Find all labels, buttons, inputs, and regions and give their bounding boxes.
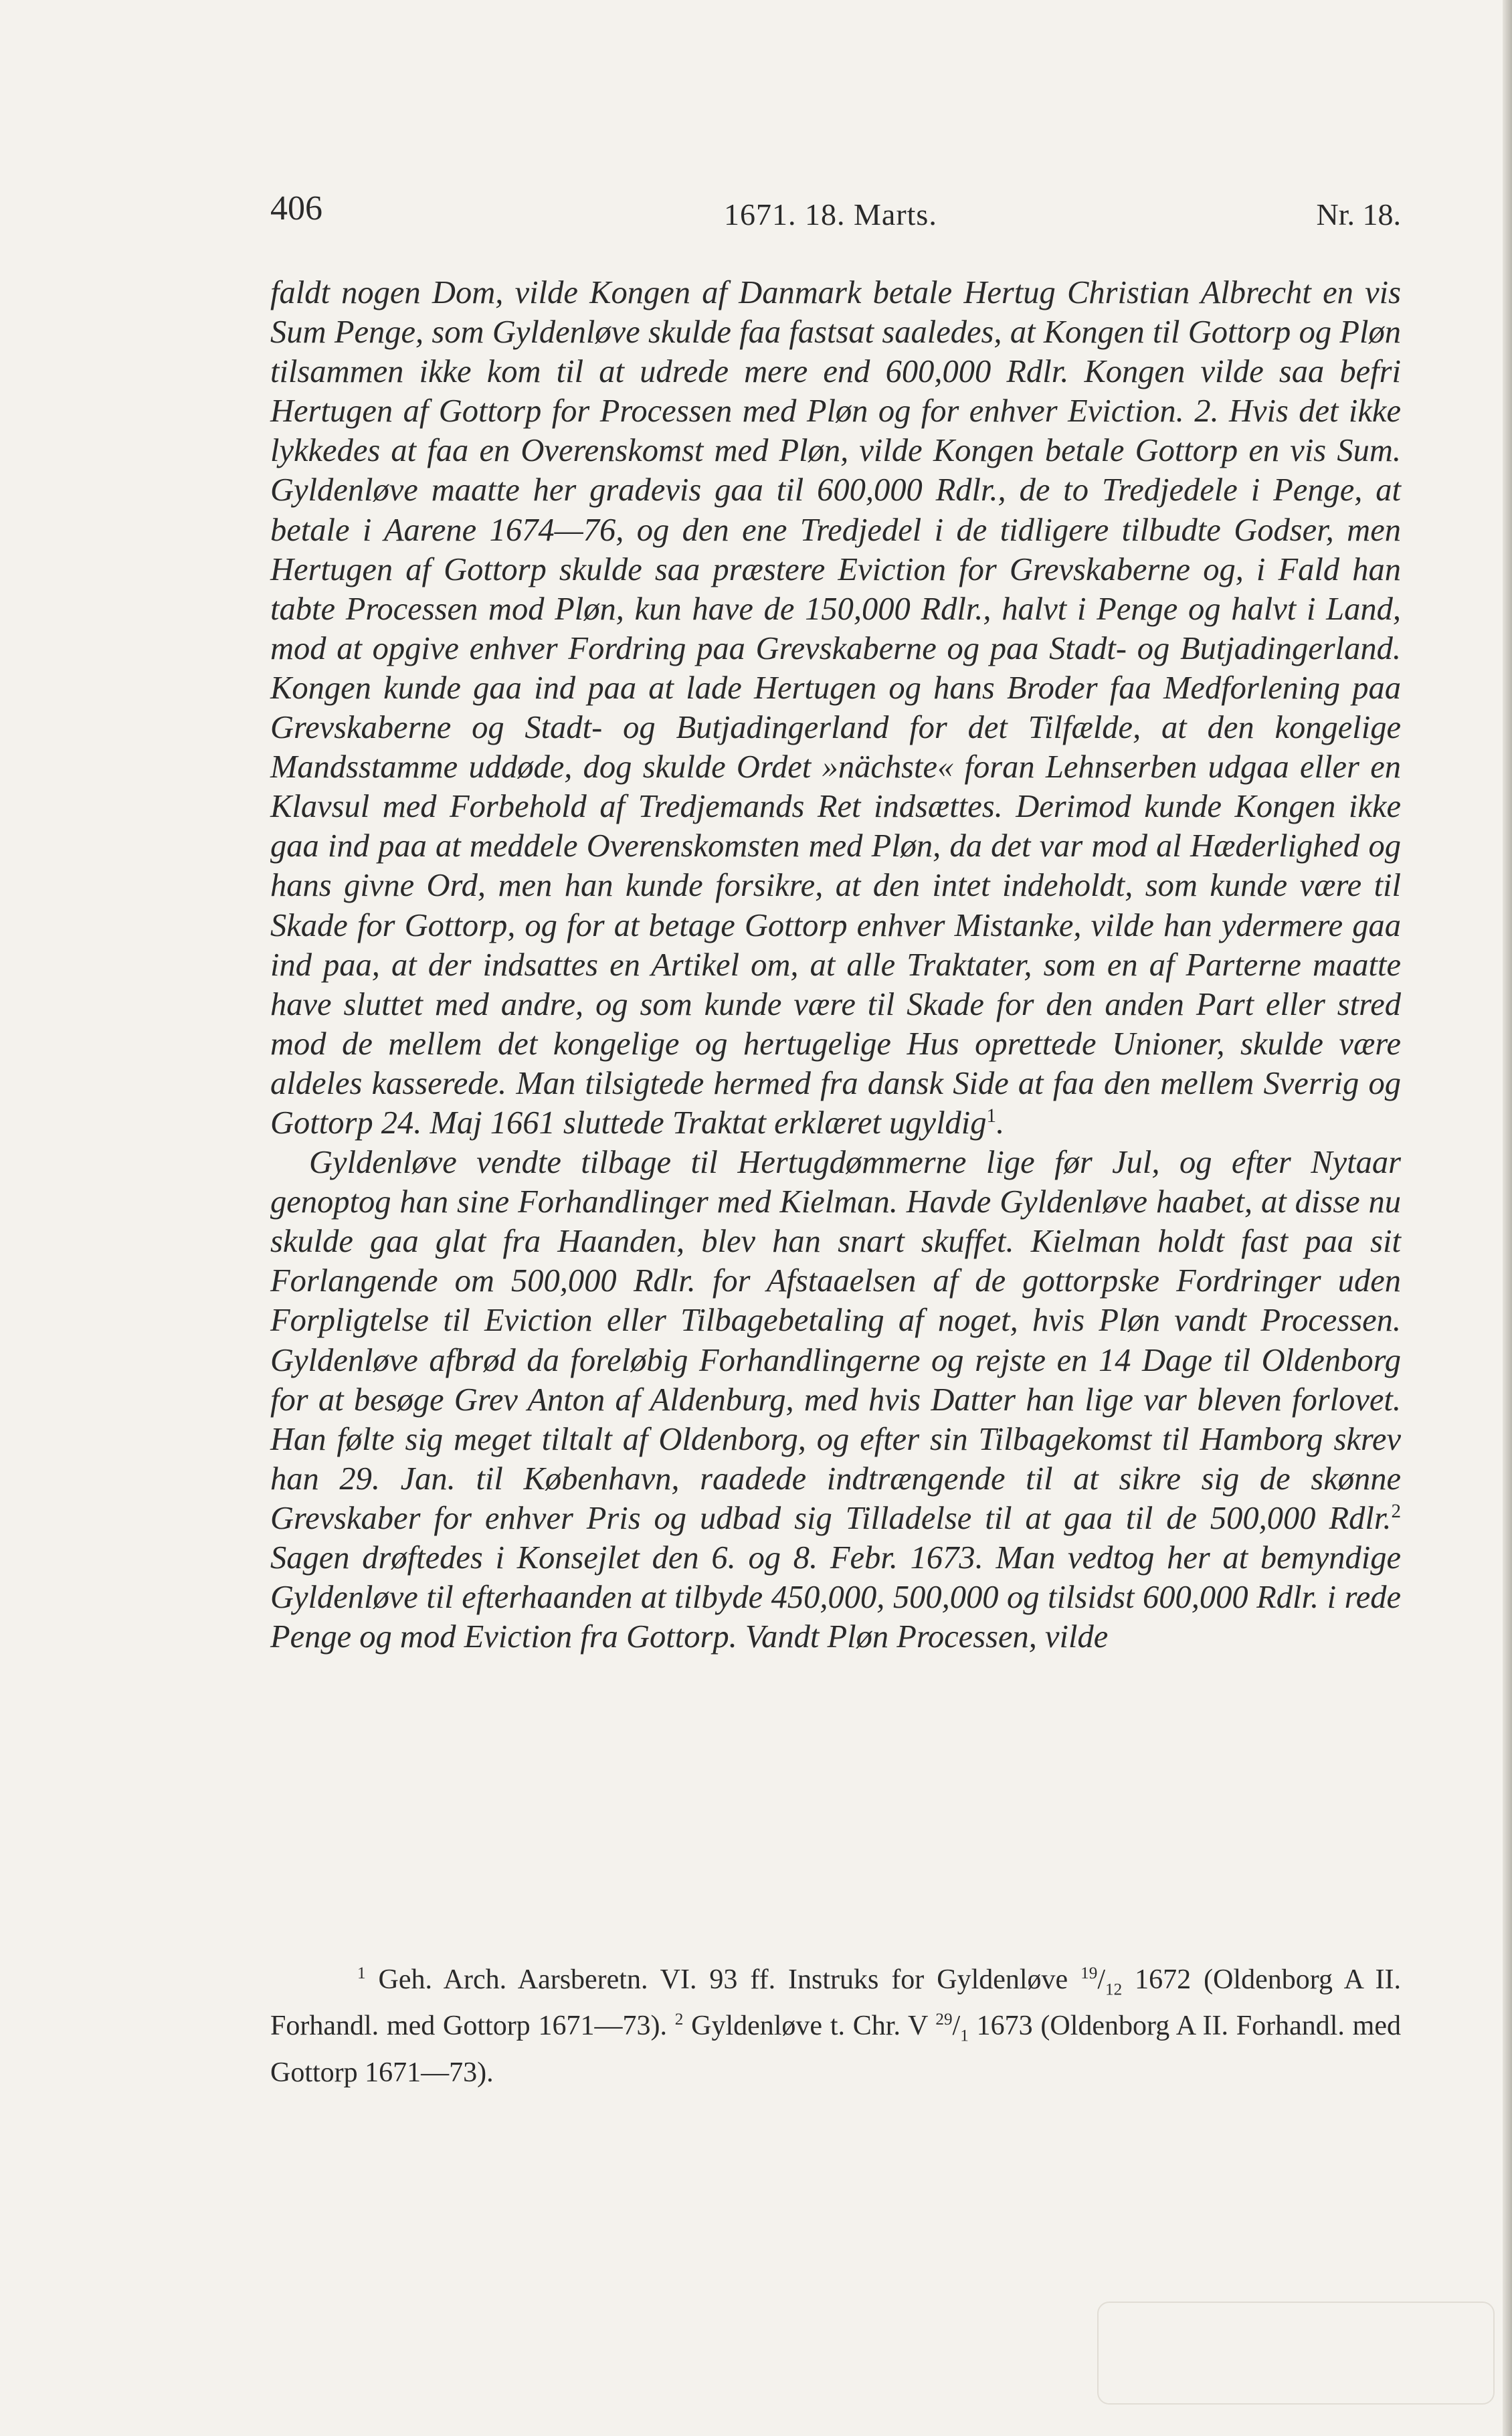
footnote: $^1$ Geh. Arch. Aarsberetn. VI. 93 ff. Instruks for Gyldenløve $^{19}/_{12}$ 1672 (Oldenborg A II. Forhandl. med Gottorp 1671—73). $^2$ Gyldenløve t. Chr. V $^{29}/_1$ 1673 (Oldenborg A II. Forhandl. med Gottorp 1671—73). (270, 1964, 1402, 2088)
page-number: 406 (270, 189, 322, 227)
paragraph: faldt nogen Dom, vilde Kongen af Danmark betale Hertug Christian Albrecht en vis Sum Penge, som Gyldenløve skulde faa fastsat saaledes, at Kongen til Gottorp og Pløn tilsammen ikke kom til at udrede mere end 600,000 Rdlr. Kongen vilde saa befri Hertugen af Gottorp for Processen med Pløn og for enhver Eviction. 2. Hvis det ikke lykkedes at faa en Overenskomst med Pløn, vilde Kongen betale Gottorp en vis Sum. Gyldenløve maatte her gradevis gaa til 600,000 Rdlr., de to Tredjedele i Penge, at betale i Aarene 1674—76, og den ene Tredjedel i de tidligere tilbudte Godser, men Hertugen af Gottorp skulde saa præstere Eviction for Grevskaberne og, i Fald han tabte Processen mod Pløn, kun have de 150,000 Rdlr., halvt i Penge og halvt i Land, mod at opgive enhver Fordring paa Grevskaberne og paa Stadt- og Butjadingerland. Kongen kunde gaa ind paa at lade Hertugen og hans Broder faa Medforlening paa Grevskaberne og Stadt- og Butjadingerland for det Tilfælde, at den kongelige Mandsstamme uddøde, dog skulde Ordet »nächste« foran Lehnserben udgaa eller en Klavsul med Forbehold af Tredjemands Ret indsættes. Derimod kunde Kongen ikke gaa ind paa at meddele Overenskomsten med Pløn, da det var mod al Hæderlighed og hans givne Ord, men han kunde forsikre, at den intet indeholdt, som kunde være til Skade for Gottorp, og for at betage Gottorp enhver Mistanke, vilde han ydermere gaa ind paa, at der indsattes en Artikel om, at alle Traktater, som en af Parterne maatte have sluttet med andre, og som kunde være til Skade for den anden Part eller stred mod de mellem det kongelige og hertugelige Hus oprettede Unioner, skulde være aldeles kasserede. Man tilsigtede hermed fra dansk Side at faa den mellem Sverrig og Gottorp 24. Maj 1661 sluttede Traktat erklæret ugyldig$^1$. (270, 275, 1401, 1141)
page-edge-shadow (1503, 0, 1512, 2436)
header-date: 1671. 18. Marts. (724, 197, 937, 231)
page-header (270, 189, 1401, 236)
faint-stamp-outline (1097, 2302, 1495, 2405)
paragraph: Gyldenløve vendte tilbage til Hertugdømmerne lige før Jul, og efter Nytaar genoptog han sine Forhandlinger med Kielman. Havde Gyldenløve haabet, at disse nu skulde gaa glat fra Haanden, blev han snart skuffet. Kielman holdt fast paa sit Forlangende om 500,000 Rdlr. for Afstaaelsen af de gottorpske Fordringer uden Forpligtelse til Eviction eller Tilbagebetaling af noget, hvis Pløn vandt Processen. Gyldenløve afbrød da foreløbig Forhandlingerne og rejste en 14 Dage til Oldenborg for at besøge Grev Anton af Aldenburg, med hvis Datter han lige var bleven forlovet. Han følte sig meget tiltalt af Oldenborg, og efter sin Tilbagekomst til Hamborg skrev han 29. Jan. til København, raadede indtrængende til at sikre sig de skønne Grevskaber for enhver Pris og udbad sig Tilladelse til at gaa til de 500,000 Rdlr.$^2$ Sagen drøftedes i Konsejlet den 6. og 8. Febr. 1673. Man vedtog her at bemyndige Gyldenløve til efterhaanden at tilbyde 450,000, 500,000 og tilsidst 600,000 Rdlr. i rede Penge og mod Eviction fra Gottorp. Vandt Pløn Processen, vilde (270, 1145, 1401, 1655)
body-text (270, 273, 1401, 1657)
footnote-mark: 2 (1391, 1500, 1401, 1522)
document-number: Nr. 18. (1316, 197, 1401, 231)
footnote-mark: 1 (986, 1105, 997, 1127)
footnotes (270, 1962, 1401, 2091)
